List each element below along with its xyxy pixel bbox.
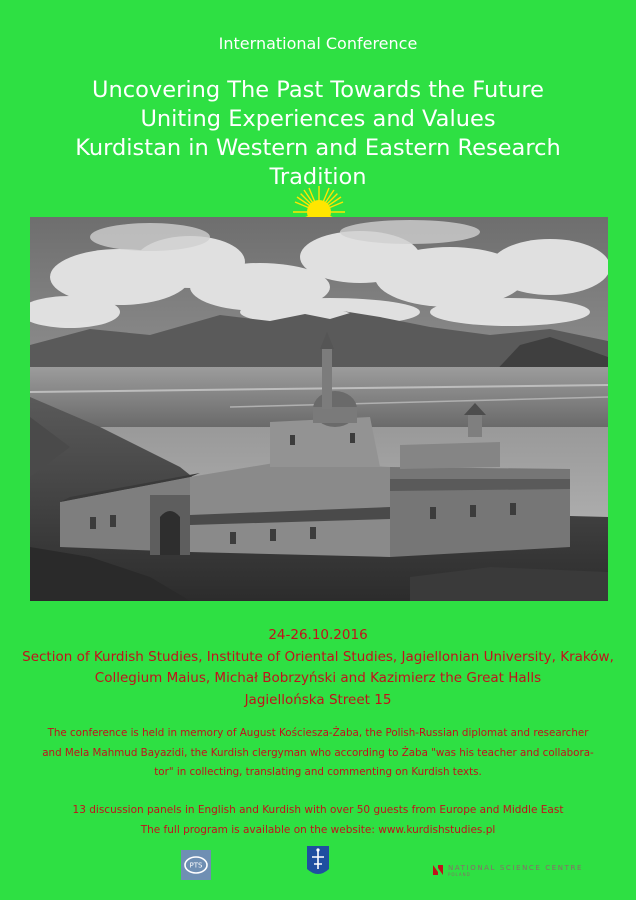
title-line: Tradition bbox=[269, 164, 367, 190]
venue-line: Section of Kurdish Studies, Institute of Oriental Studies, Jagiellonian University, Kraków, bbox=[22, 648, 614, 665]
program-info bbox=[0, 800, 636, 840]
palace-photo bbox=[30, 217, 608, 601]
venue-line: Collegium Maius, Michał Bobrzyński and Kazimierz the Great Halls bbox=[94, 670, 542, 686]
program-line: The full program is available on the website: www.kurdishstudies.pl bbox=[140, 824, 496, 836]
title-line: Uniting Experiences and Values bbox=[140, 106, 496, 132]
ncn-logo-subtext: POLAND bbox=[448, 872, 471, 877]
conference-eyebrow: International Conference bbox=[218, 34, 418, 53]
jagiellonian-crest-icon bbox=[306, 845, 330, 879]
pts-logo-icon bbox=[181, 850, 211, 880]
memorial-line: The conference is held in memory of August Kościesza-Żaba, the Polish-Russian diplomat and researcher bbox=[47, 727, 589, 739]
ncn-logo-text: NATIONAL SCIENCE CENTRE bbox=[448, 864, 583, 872]
memorial-note bbox=[22, 724, 614, 783]
memorial-line: and Mela Mahmud Bayazidi, the Kurdish clergyman who according to Żaba "was his teacher and collabora- bbox=[42, 746, 594, 759]
venue-line: Jagiellońska Street 15 bbox=[244, 691, 392, 708]
title-line: Uncovering The Past Towards the Future bbox=[92, 77, 544, 103]
ncn-logo bbox=[432, 862, 602, 878]
conference-title bbox=[0, 76, 636, 192]
pts-logo-text: PTS bbox=[189, 861, 203, 870]
memorial-line: tor" in collecting, translating and commenting on Kurdish texts. bbox=[154, 766, 482, 778]
title-line: Kurdistan in Western and Eastern Research bbox=[75, 135, 561, 161]
ncn-logo-icon bbox=[432, 864, 444, 876]
program-line: 13 discussion panels in English and Kurdish with over 50 guests from Europe and Middle East bbox=[72, 804, 564, 816]
event-date: 24-26.10.2016 bbox=[268, 627, 368, 643]
event-details bbox=[0, 625, 636, 711]
